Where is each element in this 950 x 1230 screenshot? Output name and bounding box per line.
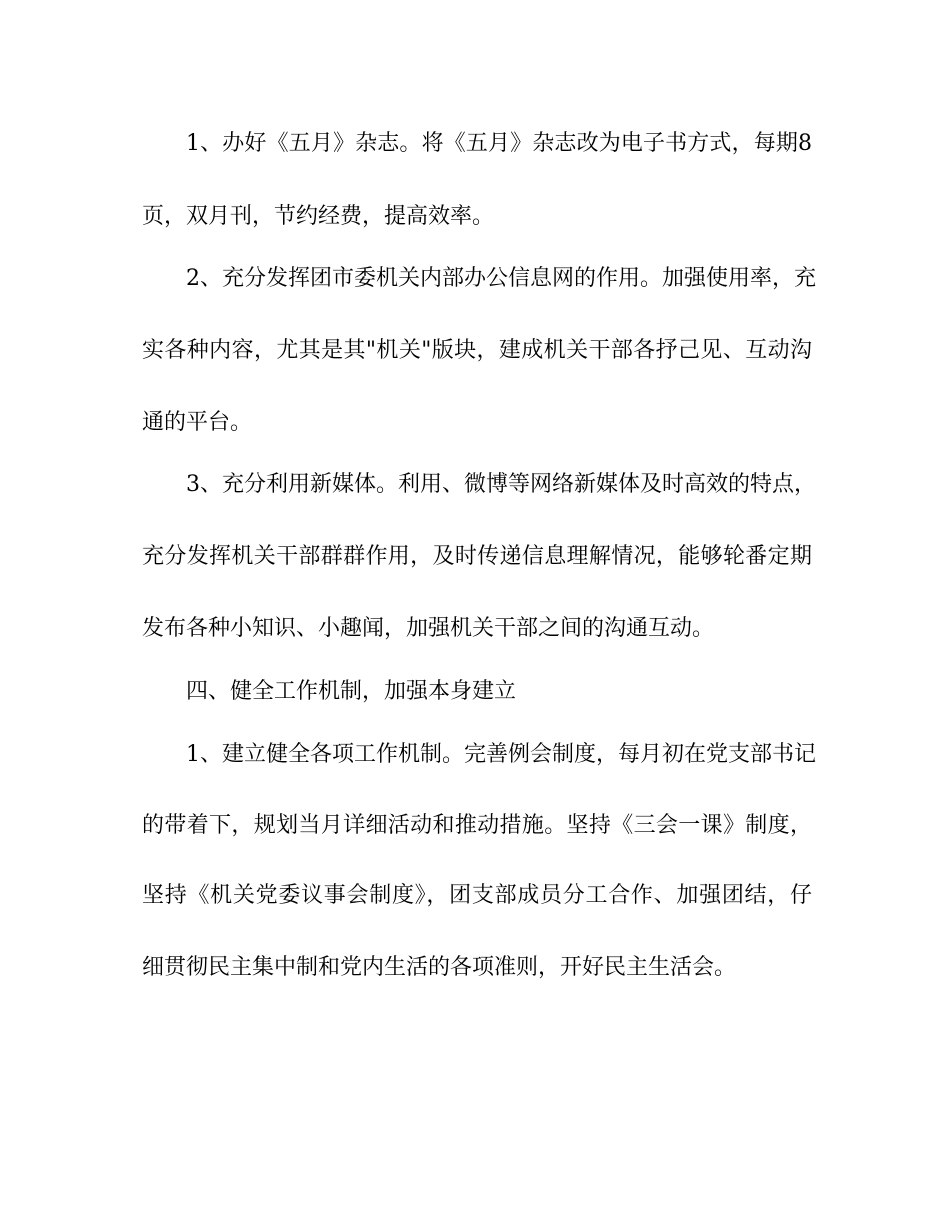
paragraph-4-line-4: 细贯彻民主集中制和党内生活的各项准则，开好民主生活会。 — [142, 955, 737, 980]
paragraph-2-line-3: 通的平台。 — [142, 410, 253, 435]
paragraph-3-line-2: 充分发挥机关干部群群作用，及时传递信息理解情况，能够轮番定期 — [142, 544, 812, 569]
paragraph-4-line-2: 的带着下，规划当月详细活动和推动措施。坚持《三会一课》制度， — [142, 813, 812, 838]
paragraph-3-line-1: 3、充分利用新媒体。利用、微博等网络新媒体及时高效的特点， — [186, 472, 816, 497]
paragraph-1-line-2: 页，双月刊，节约经费，提高效率。 — [142, 204, 495, 229]
paragraph-2-line-1: 2、充分发挥团市委机关内部办公信息网的作用。加强使用率，充 — [186, 266, 816, 291]
section-heading: 四、健全工作机制，加强本身建立 — [186, 679, 517, 704]
paragraph-4-line-3: 坚持《机关党委议事会制度》，团支部成员分工合作、加强团结，仔 — [142, 883, 812, 908]
paragraph-1-line-1: 1、办好《五月》杂志。将《五月》杂志改为电子书方式，每期8 — [186, 131, 812, 156]
paragraph-3-line-3: 发布各种小知识、小趣闻，加强机关干部之间的沟通互动。 — [142, 616, 715, 641]
paragraph-4-line-1: 1、建立健全各项工作机制。完善例会制度，每月初在党支部书记 — [186, 742, 816, 767]
paragraph-2-line-2: 实各种内容，尤其是其"机关"版块，建成机关干部各抒己见、互动沟 — [142, 338, 812, 363]
